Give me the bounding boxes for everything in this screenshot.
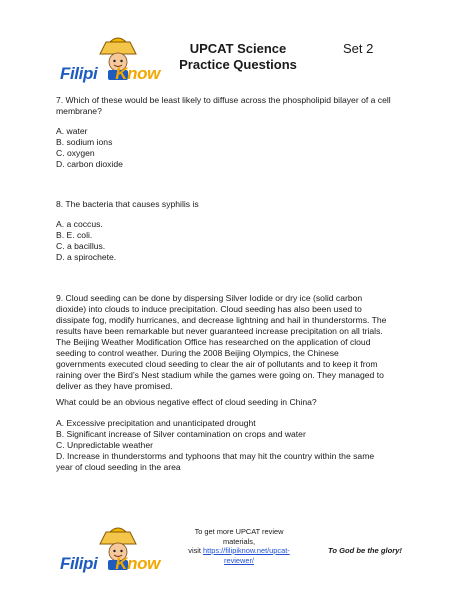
footer-link-part1[interactable]: https://filipiknow.net/upcat- bbox=[203, 546, 290, 555]
logo-text-know: Know bbox=[115, 64, 160, 83]
footer-review-note bbox=[178, 527, 300, 565]
footer-motto: To God be the glory! bbox=[328, 546, 402, 555]
q9-option-c: C. Unpredictable weather bbox=[56, 440, 153, 450]
footer-logo bbox=[54, 526, 162, 580]
q9-passage-line: seeding to control weather. During the 2008 Beijing Olympics, the Chinese bbox=[56, 348, 339, 358]
q9-option-d: D. Increase in thunderstorms and typhoons that may hit the country within the same bbox=[56, 451, 375, 461]
footer-visit-text: visit bbox=[188, 546, 204, 555]
q9-passage-line: The Beijing Weather Modification Office has researched on the application of cloud bbox=[56, 337, 371, 347]
q9-passage-line: results have been remarkable but never guaranteed increase precipitation on all trials. bbox=[56, 326, 383, 336]
filipiknow-logo bbox=[54, 36, 162, 90]
footer-logo-text-filipi: Filipi bbox=[60, 554, 98, 573]
set-label: Set 2 bbox=[343, 41, 374, 56]
q9-passage-line: governments executed cloud seeding to clear the air of pollutants and to keep it from bbox=[56, 359, 378, 369]
q9-option-a: A. Excessive precipitation and unanticipated drought bbox=[56, 418, 256, 428]
q9-option-d-continued: year of cloud seeding in the area bbox=[56, 462, 181, 472]
footer-link-part2[interactable]: reviewer/ bbox=[224, 555, 254, 565]
q8-option-b: B. E. coli. bbox=[56, 230, 93, 240]
q8-option-a: A. a coccus. bbox=[56, 219, 103, 229]
q7-option-b: B. sodium ions bbox=[56, 137, 113, 147]
footer-logo-wordmark bbox=[60, 554, 160, 574]
q9-passage-line: dioxide) into clouds to induce precipitation. Cloud seeding has also been used to bbox=[56, 304, 362, 314]
q8-option-d: D. a spirochete. bbox=[56, 252, 117, 262]
q9-passage-line: deliver as they have promised. bbox=[56, 381, 173, 391]
footer-logo-text-know: Know bbox=[115, 554, 160, 573]
q9-passage bbox=[56, 293, 418, 392]
page-title-line1: UPCAT Science bbox=[189, 41, 287, 56]
page-title-line2: Practice Questions bbox=[179, 57, 297, 72]
q7-stem-line2: membrane? bbox=[56, 106, 102, 116]
q7-option-d: D. carbon dioxide bbox=[56, 159, 123, 169]
footer-line2: materials, bbox=[222, 536, 256, 546]
q7-option-a: A. water bbox=[56, 126, 88, 136]
logo-text-filipi: Filipi bbox=[60, 64, 98, 83]
q7-option-c: C. oxygen bbox=[56, 148, 95, 158]
q9-passage-line: 9. Cloud seeding can be done by dispersing Silver Iodide or dry ice (solid carbon bbox=[56, 293, 363, 303]
q8-stem: 8. The bacteria that causes syphilis is bbox=[56, 199, 199, 209]
q9-passage-line: dissipate fog, modify hurricanes, and decrease lightning and hail in thunderstorms. The bbox=[56, 315, 387, 325]
q9-option-b: B. Significant increase of Silver contamination on crops and water bbox=[56, 429, 306, 439]
q9-passage-line: raining over the Bird’s Nest stadium while the games were going on. They managed to bbox=[56, 370, 384, 380]
footer-line1: To get more UPCAT review bbox=[194, 527, 284, 536]
q7-stem-line1: 7. Which of these would be least likely to diffuse across the phospholipid bilayer of a cell bbox=[56, 95, 391, 105]
page-title bbox=[168, 41, 308, 73]
q8-option-c: C. a bacillus. bbox=[56, 241, 106, 251]
footer-line3 bbox=[178, 546, 300, 556]
logo-wordmark bbox=[60, 64, 160, 84]
q9-question: What could be an obvious negative effect of cloud seeding in China? bbox=[56, 397, 317, 407]
